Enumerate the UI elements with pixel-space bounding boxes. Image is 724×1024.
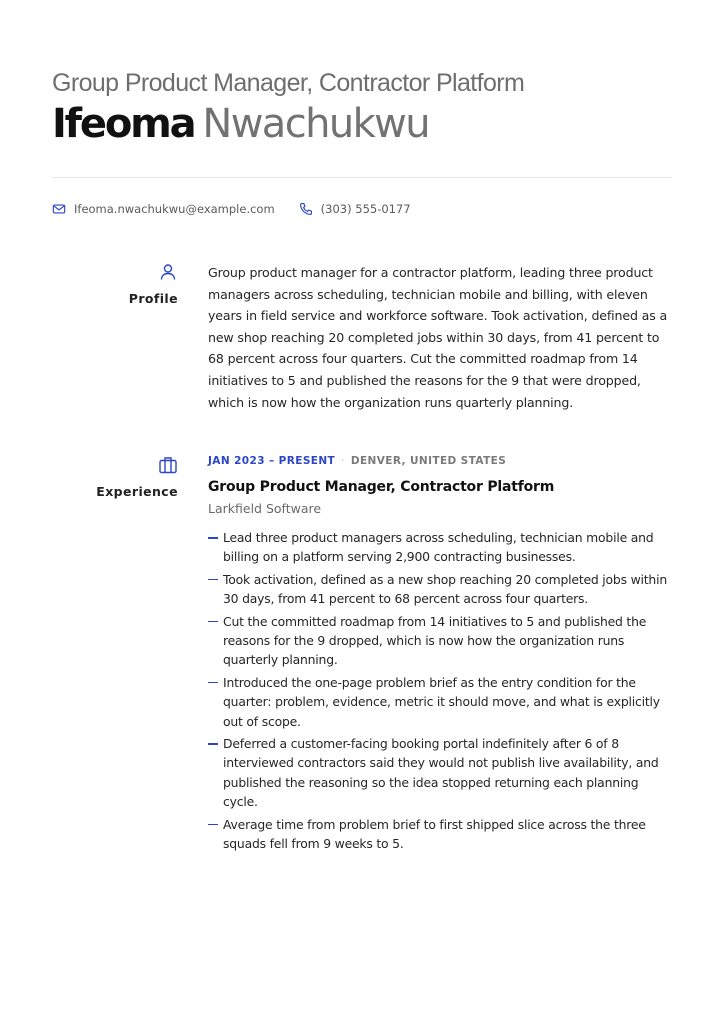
email-text[interactable]: Ifeoma.nwachukwu@example.com [74,202,275,216]
phone-icon [299,202,313,216]
experience-entry [208,454,674,857]
job-meta [208,454,674,468]
job-company: Larkfield Software [208,501,322,516]
bullet-text: Introduced the one-page problem brief as the entry condition for the quarter: problem, evidence, metric it should move, and what is explicitly out of scope. [223,674,660,729]
job-bullets [208,528,674,854]
bullet-text: Took activation, defined as a new shop reaching 20 completed jobs within 30 days, from 41 percent to 68 percent across four quarters. [223,571,667,607]
list-item [208,528,674,567]
full-name [52,100,672,156]
job-location: DENVER, UNITED STATES [350,455,507,467]
job-dates: JAN 2023 – PRESENT [208,455,336,467]
list-item [208,612,674,670]
user-icon [158,262,178,286]
profile-summary: Group product manager for a contractor platform, leading three product managers across scheduling, technician mobile and billing, with eleven years in field service and workforce software. Took activation, defined as a new shop reaching 20 completed jobs within 30 days, from 41 percent to 68 percent across four quarters. Cut the committed roadmap from 14 initiatives to 5 and published the reasons for the 9 that were dropped, which is now how the organization runs quarterly planning. [208,265,668,410]
bullet-text: Average time from problem brief to first shipped slice across the three squads fell from 9 weeks to 5. [223,816,646,852]
bullet-text: Deferred a customer-facing booking portal indefinitely after 6 of 8 interviewed contractors said they would not publish live availability, and published the reasoning so the idea stopped returning each planning cycle. [223,736,659,810]
list-item [208,734,674,812]
experience-heading: Experience [96,484,178,499]
email-contact[interactable] [52,202,275,216]
phone-text[interactable]: (303) 555-0177 [320,202,411,216]
list-item [208,570,674,609]
header-divider [52,177,672,178]
list-item [208,673,674,731]
list-item [208,815,674,854]
bullet-text: Cut the committed roadmap from 14 initiatives to 5 and published the reasons for the 9 dropped, which is now how the organization runs quarterly planning. [223,613,647,668]
meta-separator: · [341,455,345,467]
experience-label [52,455,178,505]
dash-bullet [208,743,218,745]
profile-label [52,262,178,312]
bullet-text: Lead three product managers across scheduling, technician mobile and billing on a platform serving 2,900 contracting businesses. [223,530,654,565]
contact-bar [52,200,411,218]
last-name: Nwachukwu [202,101,430,147]
phone-contact[interactable] [299,202,411,216]
mail-icon [52,202,66,216]
first-name: Ifeoma [52,101,195,147]
dash-bullet [208,621,218,623]
dash-bullet [208,682,218,684]
dash-bullet [208,579,218,581]
dash-bullet [208,537,218,539]
job-title: Group Product Manager, Contractor Platform [208,479,555,495]
briefcase-icon [158,455,178,479]
resume-header [52,68,672,156]
dash-bullet [208,824,218,826]
role-title: Group Product Manager, Contractor Platform [52,69,525,97]
profile-heading: Profile [128,291,178,306]
